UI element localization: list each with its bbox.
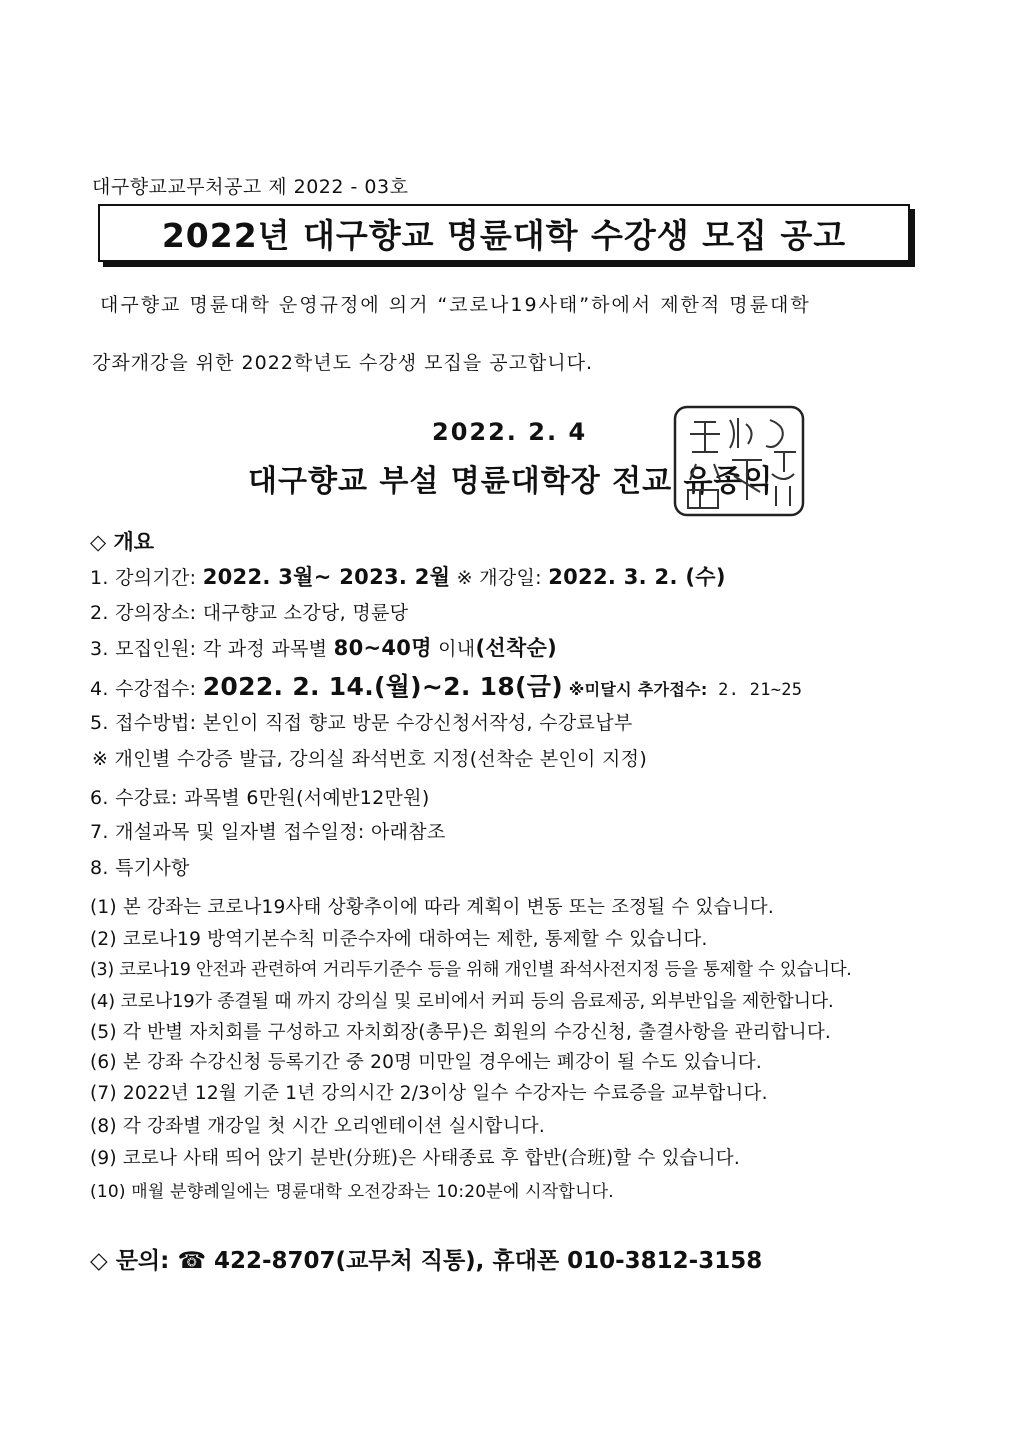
note-item: (4) 코로나19가 종결될 때 까지 강의실 및 로비에서 커피 등의 음료제공, 외부반입을 제한합니다. — [90, 991, 834, 1012]
recruitment-count-value: 80~40명 — [333, 636, 432, 660]
intro-line-2: 강좌개강을 위한 2022학년도 수강생 모집을 공고합니다. — [92, 352, 594, 374]
registration-note: ※ 개인별 수강증 발급, 강의실 좌석번호 지정(선착순 본인이 지정) — [92, 748, 648, 770]
notice-number: 대구향교교무처공고 제 2022 - 03호 — [92, 176, 409, 198]
item-courses-schedule: 7. 개설과목 및 일자별 접수일정: 아래참조 — [90, 821, 446, 843]
note-item: (3) 코로나19 안전과 관련하여 거리두기준수 등을 위해 개인별 좌석사전지정 등을 통제할 수 있습니다. — [90, 960, 852, 980]
item-registration-period — [90, 667, 802, 703]
note-item: (9) 코로나 사태 띄어 앉기 분반(分班)은 사태종료 후 합반(合班)할 수 있습니다. — [90, 1148, 740, 1169]
recruitment-order: (선착순) — [475, 636, 558, 660]
official-seal — [672, 404, 806, 518]
item-label: 4. 수강접수: — [90, 678, 203, 700]
additional-registration-label: ※미달시 추가접수: — [562, 680, 708, 699]
item-label: 1. 강의기간: — [90, 567, 203, 589]
opening-label: ※ 개강일: — [450, 567, 549, 589]
recruitment-suffix: 이내 — [431, 638, 476, 660]
note-item: (7) 2022년 12월 기준 1년 강의시간 2/3이상 일수 수강자는 수료증을 교부합니다. — [90, 1083, 768, 1104]
lecture-period-value: 2022. 3월~ 2023. 2월 — [202, 565, 451, 589]
issuer: 대구향교 부설 명륜대학장 전교 유종익 — [248, 464, 774, 499]
note-item: (5) 각 반별 자치회를 구성하고 자치회장(총무)은 회원의 수강신청, 출결사항을 관리합니다. — [90, 1022, 832, 1043]
note-item: (1) 본 강좌는 코로나19사태 상황추이에 따라 계획이 변동 또는 조정될 수 있습니다. — [90, 897, 774, 918]
item-lecture-period — [90, 561, 726, 591]
page-title: 2022년 대구향교 명륜대학 수강생 모집 공고 — [161, 215, 847, 255]
item-registration-method: 5. 접수방법: 본인이 직접 향교 방문 수강신청서작성, 수강료납부 — [90, 712, 633, 734]
contact-info: ◇ 문의: ☎ 422-8707(교무처 직통), 휴대폰 010-3812-3158 — [90, 1248, 763, 1274]
note-item: (6) 본 강좌 수강신청 등록기간 중 20명 미만일 경우에는 폐강이 될 수도 있습니다. — [90, 1052, 762, 1073]
note-item: (10) 매월 분향례일에는 명륜대학 오전강좌는 10:20분에 시작합니다. — [90, 1182, 614, 1202]
additional-registration-value: 2. 21~25 — [707, 680, 803, 700]
item-lecture-place: 2. 강의장소: 대구향교 소강당, 명륜당 — [90, 602, 409, 624]
note-item: (2) 코로나19 방역기본수칙 미준수자에 대하여는 제한, 통제할 수 있습니다. — [90, 929, 708, 950]
item-special-notes: 8. 특기사항 — [90, 857, 190, 879]
item-recruitment-count — [90, 632, 557, 662]
note-item: (8) 각 강좌별 개강일 첫 시간 오리엔테이션 실시합니다. — [90, 1116, 545, 1137]
overview-heading: ◇ 개요 — [90, 530, 155, 554]
notice-date: 2022. 2. 4 — [432, 418, 588, 446]
registration-period-value: 2022. 2. 14.(월)~2. 18(금) — [202, 672, 563, 701]
opening-date-value: 2022. 3. 2. (수) — [548, 565, 726, 589]
item-tuition: 6. 수강료: 과목별 6만원(서예반12만원) — [90, 787, 430, 809]
intro-line-1: 대구향교 명륜대학 운영규정에 의거 “코로나19사태”하에서 제한적 명륜대학 — [100, 294, 811, 316]
item-label: 3. 모집인원: 각 과정 과목별 — [90, 638, 334, 660]
title-box — [98, 204, 910, 262]
